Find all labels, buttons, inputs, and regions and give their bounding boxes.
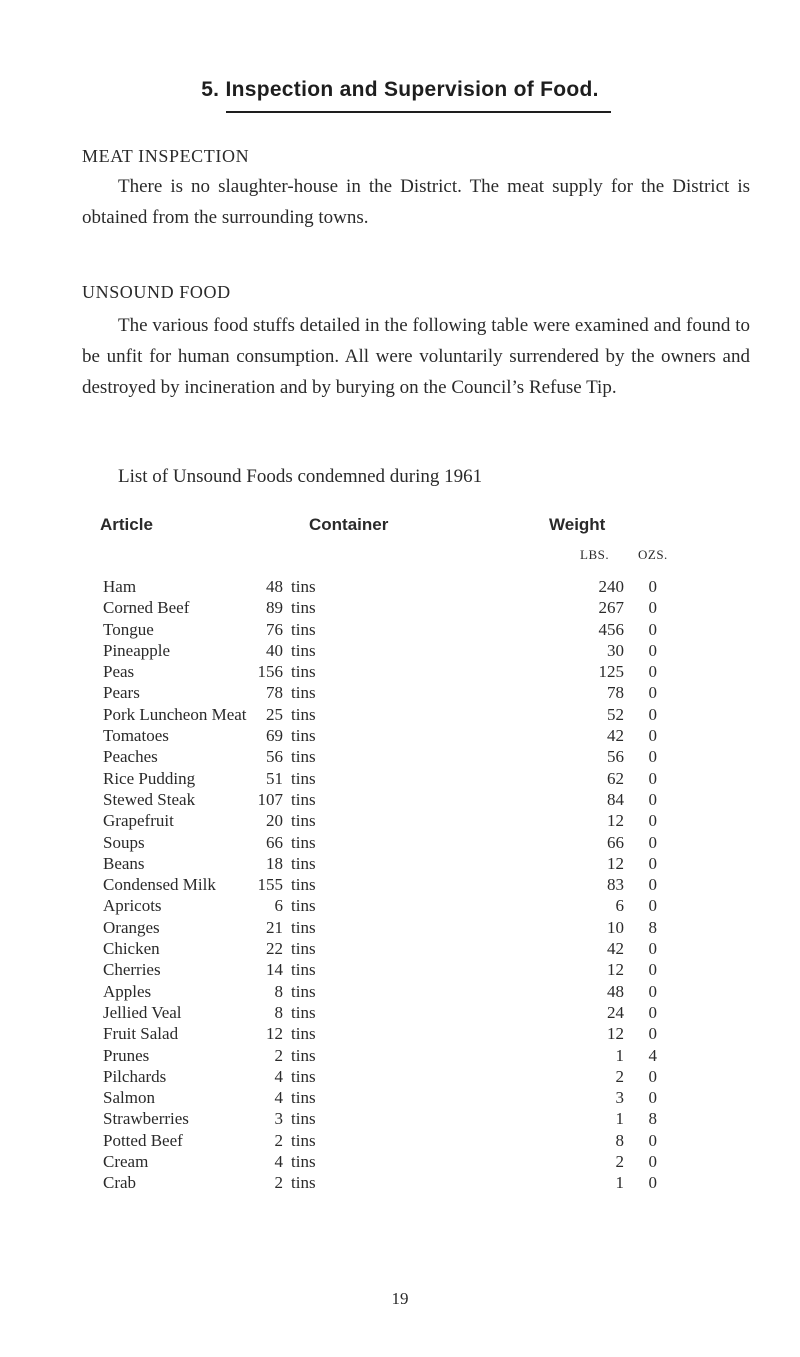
ozs-cell: 0 — [648, 726, 657, 746]
article-cell: Chicken — [103, 939, 160, 959]
count-cell: 8 — [274, 981, 283, 1001]
lbs-cell: 12 — [607, 1024, 624, 1044]
lbs-cell: 3 — [615, 1088, 624, 1108]
article-cell: Rice Pudding — [103, 768, 196, 788]
unit-cell: tins — [291, 811, 316, 831]
article-cell: Pears — [103, 683, 140, 703]
table-row — [0, 640, 800, 661]
page-number: 19 — [391, 1289, 409, 1308]
ozs-cell: 0 — [648, 1066, 657, 1086]
unit-cell: tins — [291, 960, 316, 980]
unit-cell: tins — [291, 1066, 316, 1086]
lbs-cell: 62 — [607, 768, 624, 788]
article-cell: Beans — [103, 853, 145, 873]
article-cell: Cream — [103, 1152, 149, 1172]
unit-cell: tins — [291, 875, 316, 895]
lbs-cell: 1 — [615, 1109, 624, 1129]
count-cell: 66 — [266, 832, 283, 852]
lbs-cell: 12 — [607, 811, 624, 831]
article-cell: Grapefruit — [103, 811, 174, 831]
count-cell: 21 — [266, 917, 283, 937]
article-cell: Crab — [103, 1173, 137, 1193]
unit-cell: tins — [291, 1002, 316, 1022]
count-cell: 48 — [266, 577, 283, 596]
lbs-cell: 56 — [607, 747, 624, 767]
table-row — [0, 959, 800, 980]
unit-cell: tins — [291, 619, 316, 639]
unit-cell: tins — [291, 853, 316, 873]
table-row — [0, 746, 800, 767]
lbs-cell: 83 — [607, 875, 624, 895]
table-row — [0, 1087, 800, 1108]
table-row — [0, 1130, 800, 1151]
ozs-cell: 0 — [648, 1024, 657, 1044]
count-cell: 4 — [274, 1152, 283, 1172]
lbs-cell: 240 — [598, 577, 624, 596]
unit-cell: tins — [291, 1088, 316, 1108]
ozs-cell: 0 — [648, 832, 657, 852]
article-cell: Stewed Steak — [103, 789, 196, 809]
column-header-article: Article — [100, 515, 153, 534]
lbs-cell: 1 — [615, 1045, 624, 1065]
unit-cell: tins — [291, 1130, 316, 1150]
lbs-cell: 12 — [607, 853, 624, 873]
article-cell: Soups — [103, 832, 145, 852]
unit-cell: tins — [291, 577, 316, 596]
lbs-cell: 125 — [598, 662, 624, 682]
table-row — [0, 917, 800, 938]
meat-inspection-text — [82, 171, 750, 233]
lbs-cell: 2 — [615, 1152, 624, 1172]
table-row — [0, 597, 800, 618]
table-row — [0, 661, 800, 682]
ozs-cell: 0 — [648, 811, 657, 831]
table-row — [0, 874, 800, 895]
article-cell: Strawberries — [103, 1109, 189, 1129]
count-cell: 76 — [266, 619, 283, 639]
article-cell: Corned Beef — [103, 598, 190, 618]
count-cell: 156 — [257, 662, 283, 682]
count-cell: 155 — [257, 875, 283, 895]
count-cell: 18 — [266, 853, 283, 873]
table-row — [0, 853, 800, 874]
article-cell: Tongue — [103, 619, 154, 639]
unit-cell: tins — [291, 768, 316, 788]
lbs-cell: 1 — [615, 1173, 624, 1193]
unit-cell: tins — [291, 939, 316, 959]
table-row — [0, 832, 800, 853]
table-row — [0, 1045, 800, 1066]
count-cell: 56 — [266, 747, 283, 767]
lbs-cell: 66 — [607, 832, 624, 852]
article-cell: Salmon — [103, 1088, 155, 1108]
table-row — [0, 682, 800, 703]
list-title: List of Unsound Foods condemned during 1961 — [118, 466, 483, 487]
article-cell: Jellied Veal — [103, 1002, 182, 1022]
ozs-cell: 0 — [648, 939, 657, 959]
lbs-cell: 52 — [607, 704, 624, 724]
count-cell: 69 — [266, 726, 283, 746]
lbs-cell: 24 — [607, 1002, 624, 1022]
ozs-cell: 0 — [648, 768, 657, 788]
unsound-food-title: UNSOUND FOOD — [82, 282, 231, 302]
count-cell: 14 — [266, 960, 283, 980]
article-cell: Prunes — [103, 1045, 150, 1065]
unit-cell: tins — [291, 683, 316, 703]
ozs-cell: 0 — [648, 683, 657, 703]
article-cell: Apricots — [103, 896, 162, 916]
unit-cell: tins — [291, 917, 316, 937]
unit-cell: tins — [291, 640, 316, 660]
unit-cell: tins — [291, 789, 316, 809]
article-cell: Pilchards — [103, 1066, 167, 1086]
unit-cell: tins — [291, 1152, 316, 1172]
lbs-cell: 84 — [607, 789, 624, 809]
ozs-cell: 0 — [648, 896, 657, 916]
count-cell: 3 — [274, 1109, 283, 1129]
count-cell: 22 — [266, 939, 283, 959]
count-cell: 25 — [266, 704, 283, 724]
count-cell: 4 — [274, 1066, 283, 1086]
article-cell: Oranges — [103, 917, 160, 937]
lbs-cell: 42 — [607, 939, 624, 959]
ozs-cell: 0 — [648, 789, 657, 809]
article-cell: Peaches — [103, 747, 158, 767]
count-cell: 89 — [266, 598, 283, 618]
ozs-cell: 8 — [648, 917, 657, 937]
meat-inspection-title: MEAT INSPECTION — [82, 146, 250, 166]
article-cell: Fruit Salad — [103, 1024, 179, 1044]
table-row — [0, 619, 800, 640]
article-cell: Condensed Milk — [103, 875, 216, 895]
table-row — [0, 789, 800, 810]
meat-inspection-body: There is no slaughter-house in the District. The meat supply for the District is obtained from the surrounding towns. — [82, 176, 750, 228]
unit-cell: tins — [291, 747, 316, 767]
column-header-container: Container — [309, 515, 389, 534]
article-cell: Apples — [103, 981, 152, 1001]
unit-cell: tins — [291, 981, 316, 1001]
unit-cell: tins — [291, 662, 316, 682]
ozs-cell: 0 — [648, 875, 657, 895]
article-cell: Ham — [103, 577, 137, 596]
unit-cell: tins — [291, 896, 316, 916]
ozs-cell: 8 — [648, 1109, 657, 1129]
unit-cell: tins — [291, 598, 316, 618]
article-cell: Pineapple — [103, 640, 171, 660]
ozs-cell: 0 — [648, 1130, 657, 1150]
ozs-cell: 0 — [648, 853, 657, 873]
article-cell: Cherries — [103, 960, 161, 980]
unit-cell: tins — [291, 1109, 316, 1129]
count-cell: 51 — [266, 768, 283, 788]
lbs-cell: 456 — [598, 619, 624, 639]
ozs-cell: 0 — [648, 598, 657, 618]
table-row — [0, 725, 800, 746]
count-cell: 2 — [274, 1045, 283, 1065]
table-row — [0, 1002, 800, 1023]
ozs-cell: 0 — [648, 960, 657, 980]
count-cell: 6 — [274, 896, 283, 916]
column-header-weight: Weight — [549, 515, 606, 534]
lbs-cell: 6 — [615, 896, 624, 916]
table-row — [0, 1151, 800, 1172]
article-cell: Potted Beef — [103, 1130, 183, 1150]
lbs-cell: 30 — [607, 640, 624, 660]
table-row — [0, 1172, 800, 1193]
ozs-cell: 0 — [648, 1002, 657, 1022]
ozs-cell: 0 — [648, 1173, 657, 1193]
table-row — [0, 704, 800, 725]
ozs-cell: 0 — [648, 1152, 657, 1172]
table-row — [0, 1066, 800, 1087]
unsound-food-body: The various food stuffs detailed in the following table were examined and found to be unfit for human consumption. All were voluntarily surrendered by the owners and destroyed by incineration and by burying on the Council’s Refuse Tip. — [82, 315, 750, 398]
ozs-cell: 0 — [648, 1088, 657, 1108]
table-row — [0, 895, 800, 916]
ozs-cell: 0 — [648, 747, 657, 767]
lbs-cell: 8 — [615, 1130, 624, 1150]
count-cell: 78 — [266, 683, 283, 703]
lbs-cell: 10 — [607, 917, 624, 937]
table-row — [0, 576, 800, 597]
count-cell: 40 — [266, 640, 283, 660]
ozs-cell: 0 — [648, 662, 657, 682]
unsound-food-text — [82, 310, 750, 403]
count-cell: 20 — [266, 811, 283, 831]
count-cell: 4 — [274, 1088, 283, 1108]
article-cell: Peas — [103, 662, 135, 682]
ozs-cell: 0 — [648, 619, 657, 639]
count-cell: 8 — [274, 1002, 283, 1022]
ozs-cell: 0 — [648, 577, 657, 596]
count-cell: 107 — [257, 789, 283, 809]
unit-cell: tins — [291, 1024, 316, 1044]
heading-underline — [226, 111, 611, 113]
unit-cell: tins — [291, 1173, 316, 1193]
table-row — [0, 1023, 800, 1044]
unit-cell: tins — [291, 726, 316, 746]
table-row — [0, 938, 800, 959]
lbs-cell: 2 — [615, 1066, 624, 1086]
article-cell: Tomatoes — [103, 726, 169, 746]
ozs-cell: 0 — [648, 640, 657, 660]
unit-header-lbs: LBS. — [580, 547, 610, 562]
count-cell: 2 — [274, 1173, 283, 1193]
count-cell: 12 — [266, 1024, 283, 1044]
ozs-cell: 0 — [648, 704, 657, 724]
lbs-cell: 48 — [607, 981, 624, 1001]
lbs-cell: 267 — [598, 598, 624, 618]
unit-cell: tins — [291, 1045, 316, 1065]
article-cell: Pork Luncheon Meat — [103, 704, 247, 724]
food-table — [0, 576, 800, 1194]
table-row — [0, 810, 800, 831]
unit-cell: tins — [291, 704, 316, 724]
lbs-cell: 12 — [607, 960, 624, 980]
page-heading: 5. Inspection and Supervision of Food. — [201, 78, 599, 101]
unit-cell: tins — [291, 832, 316, 852]
table-row — [0, 768, 800, 789]
lbs-cell: 78 — [607, 683, 624, 703]
lbs-cell: 42 — [607, 726, 624, 746]
ozs-cell: 0 — [648, 981, 657, 1001]
count-cell: 2 — [274, 1130, 283, 1150]
unit-header-ozs: OZS. — [638, 547, 668, 562]
ozs-cell: 4 — [648, 1045, 657, 1065]
table-row — [0, 1108, 800, 1129]
table-row — [0, 981, 800, 1002]
